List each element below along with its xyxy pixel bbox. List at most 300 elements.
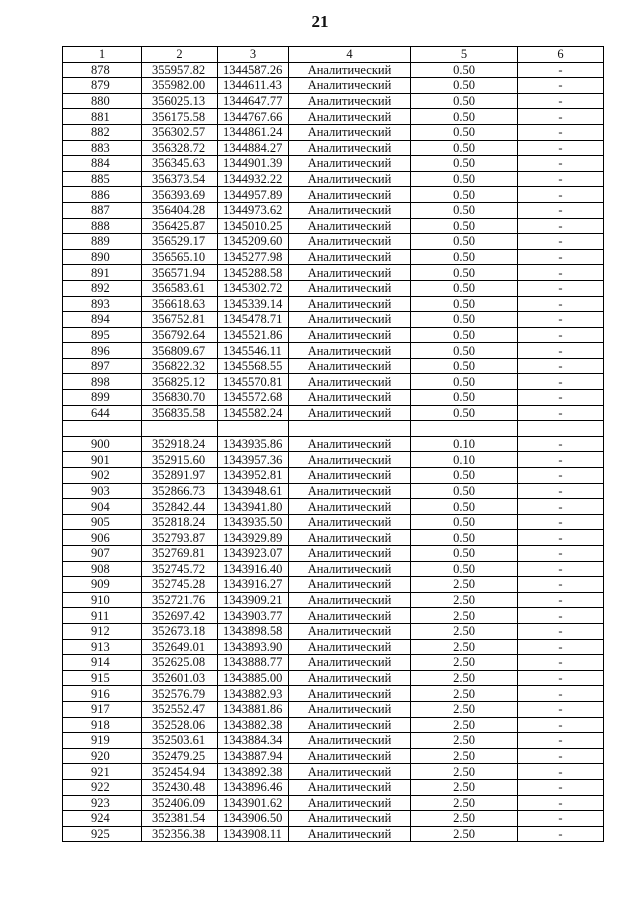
y-coordinate-cell: 1343916.27 bbox=[218, 577, 289, 593]
table-row bbox=[63, 530, 604, 546]
y-coordinate-cell: 1343923.07 bbox=[218, 546, 289, 562]
y-coordinate-cell: 1343908.11 bbox=[218, 826, 289, 842]
point-number-cell: 913 bbox=[63, 639, 142, 655]
table-row bbox=[63, 390, 604, 406]
method-cell: Аналитический bbox=[289, 202, 411, 218]
y-coordinate-cell: 1343898.58 bbox=[218, 623, 289, 639]
x-coordinate-cell: 356809.67 bbox=[142, 343, 218, 359]
table-row bbox=[63, 826, 604, 842]
accuracy-cell: 2.50 bbox=[411, 826, 518, 842]
x-coordinate-cell: 356302.57 bbox=[142, 124, 218, 140]
table-row bbox=[63, 358, 604, 374]
method-cell: Аналитический bbox=[289, 530, 411, 546]
accuracy-cell: 2.50 bbox=[411, 655, 518, 671]
method-cell: Аналитический bbox=[289, 327, 411, 343]
note-cell: - bbox=[518, 764, 604, 780]
point-number-cell: 887 bbox=[63, 202, 142, 218]
note-cell: - bbox=[518, 655, 604, 671]
note-cell: - bbox=[518, 811, 604, 827]
accuracy-cell: 0.50 bbox=[411, 514, 518, 530]
x-coordinate-cell: 352430.48 bbox=[142, 779, 218, 795]
note-cell: - bbox=[518, 171, 604, 187]
note-cell: - bbox=[518, 93, 604, 109]
y-coordinate-cell: 1343882.93 bbox=[218, 686, 289, 702]
table-row bbox=[63, 62, 604, 78]
point-number-cell: 908 bbox=[63, 561, 142, 577]
point-number-cell: 920 bbox=[63, 748, 142, 764]
table-row bbox=[63, 686, 604, 702]
table-row bbox=[63, 623, 604, 639]
y-coordinate-cell: 1344587.26 bbox=[218, 62, 289, 78]
table-row bbox=[63, 187, 604, 203]
column-header: 6 bbox=[518, 47, 604, 63]
table-row bbox=[63, 343, 604, 359]
point-number-cell: 886 bbox=[63, 187, 142, 203]
accuracy-cell: 2.50 bbox=[411, 748, 518, 764]
method-cell: Аналитический bbox=[289, 670, 411, 686]
point-number-cell: 878 bbox=[63, 62, 142, 78]
note-cell: - bbox=[518, 156, 604, 172]
x-coordinate-cell: 352356.38 bbox=[142, 826, 218, 842]
accuracy-cell: 2.50 bbox=[411, 623, 518, 639]
x-coordinate-cell: 356835.58 bbox=[142, 405, 218, 421]
table-row bbox=[63, 140, 604, 156]
x-coordinate-cell: 352552.47 bbox=[142, 701, 218, 717]
note-cell: - bbox=[518, 124, 604, 140]
point-number-cell: 881 bbox=[63, 109, 142, 125]
note-cell: - bbox=[518, 265, 604, 281]
table-row bbox=[63, 421, 604, 437]
point-number-cell bbox=[63, 421, 142, 437]
method-cell: Аналитический bbox=[289, 343, 411, 359]
accuracy-cell: 0.50 bbox=[411, 327, 518, 343]
method-cell: Аналитический bbox=[289, 701, 411, 717]
accuracy-cell: 0.50 bbox=[411, 561, 518, 577]
point-number-cell: 914 bbox=[63, 655, 142, 671]
accuracy-cell: 2.50 bbox=[411, 639, 518, 655]
table-row bbox=[63, 561, 604, 577]
point-number-cell: 924 bbox=[63, 811, 142, 827]
point-number-cell: 906 bbox=[63, 530, 142, 546]
method-cell: Аналитический bbox=[289, 296, 411, 312]
accuracy-cell: 0.50 bbox=[411, 249, 518, 265]
method-cell: Аналитический bbox=[289, 390, 411, 406]
accuracy-cell: 0.50 bbox=[411, 358, 518, 374]
point-number-cell: 883 bbox=[63, 140, 142, 156]
y-coordinate-cell: 1345521.86 bbox=[218, 327, 289, 343]
table-row bbox=[63, 202, 604, 218]
method-cell: Аналитический bbox=[289, 733, 411, 749]
x-coordinate-cell: 352479.25 bbox=[142, 748, 218, 764]
table-row bbox=[63, 733, 604, 749]
table-row bbox=[63, 374, 604, 390]
note-cell: - bbox=[518, 327, 604, 343]
accuracy-cell: 0.50 bbox=[411, 109, 518, 125]
accuracy-cell: 0.50 bbox=[411, 390, 518, 406]
y-coordinate-cell: 1345277.98 bbox=[218, 249, 289, 265]
accuracy-cell: 0.50 bbox=[411, 265, 518, 281]
table-row bbox=[63, 78, 604, 94]
note-cell: - bbox=[518, 343, 604, 359]
note-cell: - bbox=[518, 623, 604, 639]
note-cell: - bbox=[518, 218, 604, 234]
point-number-cell: 922 bbox=[63, 779, 142, 795]
y-coordinate-cell: 1343948.61 bbox=[218, 483, 289, 499]
y-coordinate-cell: 1343901.62 bbox=[218, 795, 289, 811]
note-cell: - bbox=[518, 733, 604, 749]
y-coordinate-cell: 1345568.55 bbox=[218, 358, 289, 374]
x-coordinate-cell: 356825.12 bbox=[142, 374, 218, 390]
y-coordinate-cell: 1345546.11 bbox=[218, 343, 289, 359]
point-number-cell: 923 bbox=[63, 795, 142, 811]
y-coordinate-cell: 1343952.81 bbox=[218, 468, 289, 484]
note-cell: - bbox=[518, 670, 604, 686]
accuracy-cell: 2.50 bbox=[411, 686, 518, 702]
method-cell: Аналитический bbox=[289, 312, 411, 328]
note-cell: - bbox=[518, 358, 604, 374]
method-cell: Аналитический bbox=[289, 93, 411, 109]
point-number-cell: 890 bbox=[63, 249, 142, 265]
x-coordinate-cell: 352842.44 bbox=[142, 499, 218, 515]
x-coordinate-cell: 356529.17 bbox=[142, 234, 218, 250]
y-coordinate-cell: 1344884.27 bbox=[218, 140, 289, 156]
point-number-cell: 894 bbox=[63, 312, 142, 328]
page-number: 21 bbox=[311, 12, 329, 31]
point-number-cell: 925 bbox=[63, 826, 142, 842]
x-coordinate-cell: 352721.76 bbox=[142, 592, 218, 608]
method-cell: Аналитический bbox=[289, 187, 411, 203]
table-row bbox=[63, 764, 604, 780]
x-coordinate-cell: 352406.09 bbox=[142, 795, 218, 811]
y-coordinate-cell: 1344932.22 bbox=[218, 171, 289, 187]
method-cell: Аналитический bbox=[289, 156, 411, 172]
table-row bbox=[63, 218, 604, 234]
point-number-cell: 879 bbox=[63, 78, 142, 94]
method-cell: Аналитический bbox=[289, 779, 411, 795]
note-cell: - bbox=[518, 109, 604, 125]
coordinates-table bbox=[62, 46, 604, 842]
method-cell: Аналитический bbox=[289, 140, 411, 156]
y-coordinate-cell: 1344767.66 bbox=[218, 109, 289, 125]
method-cell: Аналитический bbox=[289, 514, 411, 530]
y-coordinate-cell: 1343909.21 bbox=[218, 592, 289, 608]
accuracy-cell: 0.50 bbox=[411, 499, 518, 515]
accuracy-cell: 2.50 bbox=[411, 670, 518, 686]
method-cell: Аналитический bbox=[289, 608, 411, 624]
x-coordinate-cell: 356373.54 bbox=[142, 171, 218, 187]
table-row bbox=[63, 717, 604, 733]
accuracy-cell: 0.50 bbox=[411, 78, 518, 94]
method-cell: Аналитический bbox=[289, 499, 411, 515]
point-number-cell: 902 bbox=[63, 468, 142, 484]
y-coordinate-cell: 1344957.89 bbox=[218, 187, 289, 203]
point-number-cell: 903 bbox=[63, 483, 142, 499]
y-coordinate-cell: 1343885.00 bbox=[218, 670, 289, 686]
y-coordinate-cell: 1343893.90 bbox=[218, 639, 289, 655]
note-cell: - bbox=[518, 530, 604, 546]
point-number-cell: 917 bbox=[63, 701, 142, 717]
x-coordinate-cell bbox=[142, 421, 218, 437]
method-cell: Аналитический bbox=[289, 592, 411, 608]
y-coordinate-cell: 1343882.38 bbox=[218, 717, 289, 733]
method-cell: Аналитический bbox=[289, 639, 411, 655]
method-cell: Аналитический bbox=[289, 748, 411, 764]
y-coordinate-cell: 1345572.68 bbox=[218, 390, 289, 406]
y-coordinate-cell: 1343887.94 bbox=[218, 748, 289, 764]
y-coordinate-cell: 1343935.86 bbox=[218, 436, 289, 452]
point-number-cell: 898 bbox=[63, 374, 142, 390]
accuracy-cell: 0.50 bbox=[411, 234, 518, 250]
note-cell: - bbox=[518, 717, 604, 733]
table-row bbox=[63, 592, 604, 608]
x-coordinate-cell: 352866.73 bbox=[142, 483, 218, 499]
accuracy-cell: 0.10 bbox=[411, 452, 518, 468]
note-cell: - bbox=[518, 639, 604, 655]
y-coordinate-cell: 1345339.14 bbox=[218, 296, 289, 312]
note-cell: - bbox=[518, 452, 604, 468]
x-coordinate-cell: 352697.42 bbox=[142, 608, 218, 624]
point-number-cell: 895 bbox=[63, 327, 142, 343]
method-cell: Аналитический bbox=[289, 452, 411, 468]
x-coordinate-cell: 355957.82 bbox=[142, 62, 218, 78]
table-row bbox=[63, 779, 604, 795]
x-coordinate-cell: 352745.28 bbox=[142, 577, 218, 593]
y-coordinate-cell: 1345302.72 bbox=[218, 280, 289, 296]
point-number-cell: 904 bbox=[63, 499, 142, 515]
note-cell: - bbox=[518, 280, 604, 296]
y-coordinate-cell: 1343881.86 bbox=[218, 701, 289, 717]
accuracy-cell: 2.50 bbox=[411, 577, 518, 593]
table-row bbox=[63, 546, 604, 562]
table-row bbox=[63, 171, 604, 187]
point-number-cell: 896 bbox=[63, 343, 142, 359]
table-row bbox=[63, 312, 604, 328]
table-row bbox=[63, 608, 604, 624]
y-coordinate-cell: 1344861.24 bbox=[218, 124, 289, 140]
x-coordinate-cell: 352503.61 bbox=[142, 733, 218, 749]
x-coordinate-cell: 352576.79 bbox=[142, 686, 218, 702]
table-row bbox=[63, 514, 604, 530]
accuracy-cell: 0.50 bbox=[411, 140, 518, 156]
x-coordinate-cell: 352769.81 bbox=[142, 546, 218, 562]
point-number-cell: 885 bbox=[63, 171, 142, 187]
note-cell: - bbox=[518, 187, 604, 203]
method-cell: Аналитический bbox=[289, 249, 411, 265]
point-number-cell: 910 bbox=[63, 592, 142, 608]
accuracy-cell: 0.50 bbox=[411, 483, 518, 499]
x-coordinate-cell: 352381.54 bbox=[142, 811, 218, 827]
table-row bbox=[63, 795, 604, 811]
point-number-cell: 907 bbox=[63, 546, 142, 562]
table-row bbox=[63, 452, 604, 468]
method-cell: Аналитический bbox=[289, 764, 411, 780]
accuracy-cell: 0.50 bbox=[411, 93, 518, 109]
accuracy-cell: 0.50 bbox=[411, 202, 518, 218]
method-cell: Аналитический bbox=[289, 811, 411, 827]
y-coordinate-cell bbox=[218, 421, 289, 437]
note-cell: - bbox=[518, 686, 604, 702]
x-coordinate-cell: 352891.97 bbox=[142, 468, 218, 484]
y-coordinate-cell: 1344611.43 bbox=[218, 78, 289, 94]
point-number-cell: 916 bbox=[63, 686, 142, 702]
accuracy-cell: 2.50 bbox=[411, 733, 518, 749]
note-cell: - bbox=[518, 779, 604, 795]
table-row bbox=[63, 483, 604, 499]
note-cell: - bbox=[518, 405, 604, 421]
accuracy-cell: 2.50 bbox=[411, 811, 518, 827]
accuracy-cell: 0.50 bbox=[411, 312, 518, 328]
note-cell: - bbox=[518, 561, 604, 577]
method-cell: Аналитический bbox=[289, 436, 411, 452]
column-header: 4 bbox=[289, 47, 411, 63]
x-coordinate-cell: 356328.72 bbox=[142, 140, 218, 156]
point-number-cell: 892 bbox=[63, 280, 142, 296]
accuracy-cell: 0.50 bbox=[411, 343, 518, 359]
accuracy-cell: 0.50 bbox=[411, 171, 518, 187]
note-cell: - bbox=[518, 62, 604, 78]
note-cell: - bbox=[518, 701, 604, 717]
point-number-cell: 919 bbox=[63, 733, 142, 749]
note-cell: - bbox=[518, 140, 604, 156]
table-row bbox=[63, 93, 604, 109]
y-coordinate-cell: 1343892.38 bbox=[218, 764, 289, 780]
y-coordinate-cell: 1344901.39 bbox=[218, 156, 289, 172]
x-coordinate-cell: 352745.72 bbox=[142, 561, 218, 577]
point-number-cell: 880 bbox=[63, 93, 142, 109]
y-coordinate-cell: 1345478.71 bbox=[218, 312, 289, 328]
x-coordinate-cell: 352528.06 bbox=[142, 717, 218, 733]
method-cell: Аналитический bbox=[289, 218, 411, 234]
table-row bbox=[63, 405, 604, 421]
method-cell: Аналитический bbox=[289, 655, 411, 671]
y-coordinate-cell: 1343906.50 bbox=[218, 811, 289, 827]
method-cell: Аналитический bbox=[289, 358, 411, 374]
point-number-cell: 911 bbox=[63, 608, 142, 624]
y-coordinate-cell: 1343888.77 bbox=[218, 655, 289, 671]
note-cell: - bbox=[518, 78, 604, 94]
note-cell: - bbox=[518, 592, 604, 608]
y-coordinate-cell: 1343916.40 bbox=[218, 561, 289, 577]
method-cell: Аналитический bbox=[289, 686, 411, 702]
y-coordinate-cell: 1345010.25 bbox=[218, 218, 289, 234]
table-row bbox=[63, 499, 604, 515]
table-header-row bbox=[63, 47, 604, 63]
note-cell: - bbox=[518, 234, 604, 250]
point-number-cell: 891 bbox=[63, 265, 142, 281]
accuracy-cell: 2.50 bbox=[411, 795, 518, 811]
table-row bbox=[63, 577, 604, 593]
point-number-cell: 893 bbox=[63, 296, 142, 312]
column-header: 1 bbox=[63, 47, 142, 63]
accuracy-cell: 2.50 bbox=[411, 701, 518, 717]
x-coordinate-cell: 356175.58 bbox=[142, 109, 218, 125]
method-cell: Аналитический bbox=[289, 795, 411, 811]
y-coordinate-cell: 1343941.80 bbox=[218, 499, 289, 515]
x-coordinate-cell: 356822.32 bbox=[142, 358, 218, 374]
x-coordinate-cell: 356025.13 bbox=[142, 93, 218, 109]
accuracy-cell: 0.50 bbox=[411, 218, 518, 234]
note-cell: - bbox=[518, 608, 604, 624]
x-coordinate-cell: 356565.10 bbox=[142, 249, 218, 265]
table-row bbox=[63, 468, 604, 484]
table-row bbox=[63, 280, 604, 296]
note-cell bbox=[518, 421, 604, 437]
point-number-cell: 882 bbox=[63, 124, 142, 140]
x-coordinate-cell: 355982.00 bbox=[142, 78, 218, 94]
x-coordinate-cell: 352454.94 bbox=[142, 764, 218, 780]
y-coordinate-cell: 1343903.77 bbox=[218, 608, 289, 624]
note-cell: - bbox=[518, 577, 604, 593]
method-cell: Аналитический bbox=[289, 546, 411, 562]
table-row bbox=[63, 296, 604, 312]
table-row bbox=[63, 639, 604, 655]
y-coordinate-cell: 1343929.89 bbox=[218, 530, 289, 546]
note-cell: - bbox=[518, 468, 604, 484]
accuracy-cell: 2.50 bbox=[411, 779, 518, 795]
y-coordinate-cell: 1345288.58 bbox=[218, 265, 289, 281]
accuracy-cell: 0.50 bbox=[411, 187, 518, 203]
method-cell: Аналитический bbox=[289, 265, 411, 281]
method-cell: Аналитический bbox=[289, 561, 411, 577]
accuracy-cell: 0.50 bbox=[411, 280, 518, 296]
table-row bbox=[63, 701, 604, 717]
table-row bbox=[63, 811, 604, 827]
accuracy-cell: 2.50 bbox=[411, 764, 518, 780]
method-cell: Аналитический bbox=[289, 62, 411, 78]
table-row bbox=[63, 748, 604, 764]
x-coordinate-cell: 356425.87 bbox=[142, 218, 218, 234]
y-coordinate-cell: 1345582.24 bbox=[218, 405, 289, 421]
note-cell: - bbox=[518, 374, 604, 390]
method-cell bbox=[289, 421, 411, 437]
column-header: 5 bbox=[411, 47, 518, 63]
accuracy-cell: 0.50 bbox=[411, 405, 518, 421]
point-number-cell: 900 bbox=[63, 436, 142, 452]
y-coordinate-cell: 1343884.34 bbox=[218, 733, 289, 749]
accuracy-cell: 2.50 bbox=[411, 717, 518, 733]
x-coordinate-cell: 356404.28 bbox=[142, 202, 218, 218]
x-coordinate-cell: 352601.03 bbox=[142, 670, 218, 686]
point-number-cell: 884 bbox=[63, 156, 142, 172]
x-coordinate-cell: 356393.69 bbox=[142, 187, 218, 203]
accuracy-cell: 2.50 bbox=[411, 592, 518, 608]
method-cell: Аналитический bbox=[289, 234, 411, 250]
accuracy-cell: 0.50 bbox=[411, 124, 518, 140]
note-cell: - bbox=[518, 795, 604, 811]
accuracy-cell: 0.50 bbox=[411, 156, 518, 172]
note-cell: - bbox=[518, 312, 604, 328]
x-coordinate-cell: 356618.63 bbox=[142, 296, 218, 312]
table-row bbox=[63, 249, 604, 265]
note-cell: - bbox=[518, 514, 604, 530]
accuracy-cell: 0.50 bbox=[411, 296, 518, 312]
method-cell: Аналитический bbox=[289, 577, 411, 593]
accuracy-cell: 0.50 bbox=[411, 374, 518, 390]
note-cell: - bbox=[518, 499, 604, 515]
note-cell: - bbox=[518, 296, 604, 312]
table-row bbox=[63, 265, 604, 281]
method-cell: Аналитический bbox=[289, 468, 411, 484]
accuracy-cell: 0.10 bbox=[411, 436, 518, 452]
method-cell: Аналитический bbox=[289, 78, 411, 94]
point-number-cell: 909 bbox=[63, 577, 142, 593]
x-coordinate-cell: 356830.70 bbox=[142, 390, 218, 406]
note-cell: - bbox=[518, 748, 604, 764]
point-number-cell: 901 bbox=[63, 452, 142, 468]
x-coordinate-cell: 352649.01 bbox=[142, 639, 218, 655]
note-cell: - bbox=[518, 483, 604, 499]
x-coordinate-cell: 352673.18 bbox=[142, 623, 218, 639]
